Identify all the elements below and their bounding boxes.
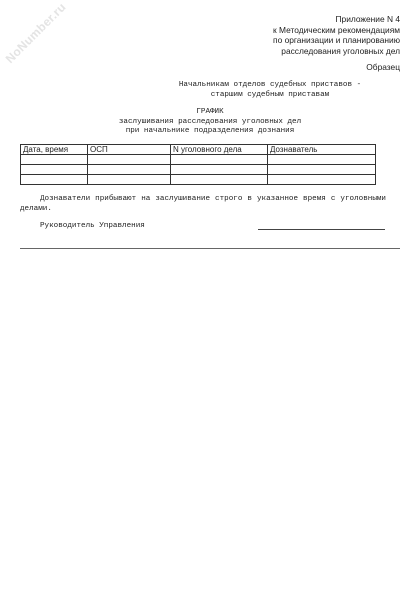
appendix-line: Приложение N 4 bbox=[335, 14, 400, 24]
schedule-table bbox=[20, 144, 376, 185]
column-header-investigator: Дознаватель bbox=[268, 145, 376, 155]
table-cell bbox=[268, 165, 376, 175]
table-cell bbox=[268, 155, 376, 165]
table-cell bbox=[88, 175, 171, 185]
appendix-line: к Методическим рекомендациям bbox=[273, 24, 400, 35]
appendix-block bbox=[180, 14, 400, 56]
signature-label: Руководитель Управления bbox=[40, 222, 145, 230]
watermark: NoNumber.ru bbox=[2, 0, 69, 66]
addressee-line: старшим судебным приставам bbox=[210, 91, 330, 99]
table-cell bbox=[21, 155, 88, 165]
column-header-date: Дата, время bbox=[21, 145, 88, 155]
column-header-osp: ОСП bbox=[88, 145, 171, 155]
heading-line: заслушивания расследования уголовных дел bbox=[118, 117, 302, 126]
table-cell bbox=[21, 175, 88, 185]
table-cell bbox=[88, 165, 171, 175]
table-cell bbox=[21, 165, 88, 175]
table-row bbox=[21, 155, 376, 165]
table-row bbox=[21, 175, 376, 185]
table-cell bbox=[171, 165, 268, 175]
table-row bbox=[21, 165, 376, 175]
table-cell bbox=[171, 155, 268, 165]
page-divider bbox=[20, 248, 400, 249]
addressee-line: Начальникам отделов судебных приставов - bbox=[178, 81, 362, 89]
document-heading bbox=[60, 108, 360, 137]
signature-line bbox=[258, 229, 385, 230]
appendix-line: по организации и планированию bbox=[273, 35, 400, 46]
addressee-block bbox=[150, 80, 390, 100]
document-title: ГРАФИК bbox=[196, 108, 224, 116]
table-cell bbox=[268, 175, 376, 185]
column-header-case-number: N уголовного дела bbox=[171, 145, 268, 155]
table-cell bbox=[88, 155, 171, 165]
heading-line: при начальнике подразделения дознания bbox=[125, 127, 295, 136]
appendix-line: расследования уголовных дел bbox=[281, 45, 400, 56]
table-header-row bbox=[21, 145, 376, 155]
table-cell bbox=[171, 175, 268, 185]
sample-label: Образец bbox=[366, 62, 400, 72]
note-paragraph: Дознаватели прибывают на заслушивание строго в указанное время с уголовными делами. bbox=[20, 195, 386, 214]
